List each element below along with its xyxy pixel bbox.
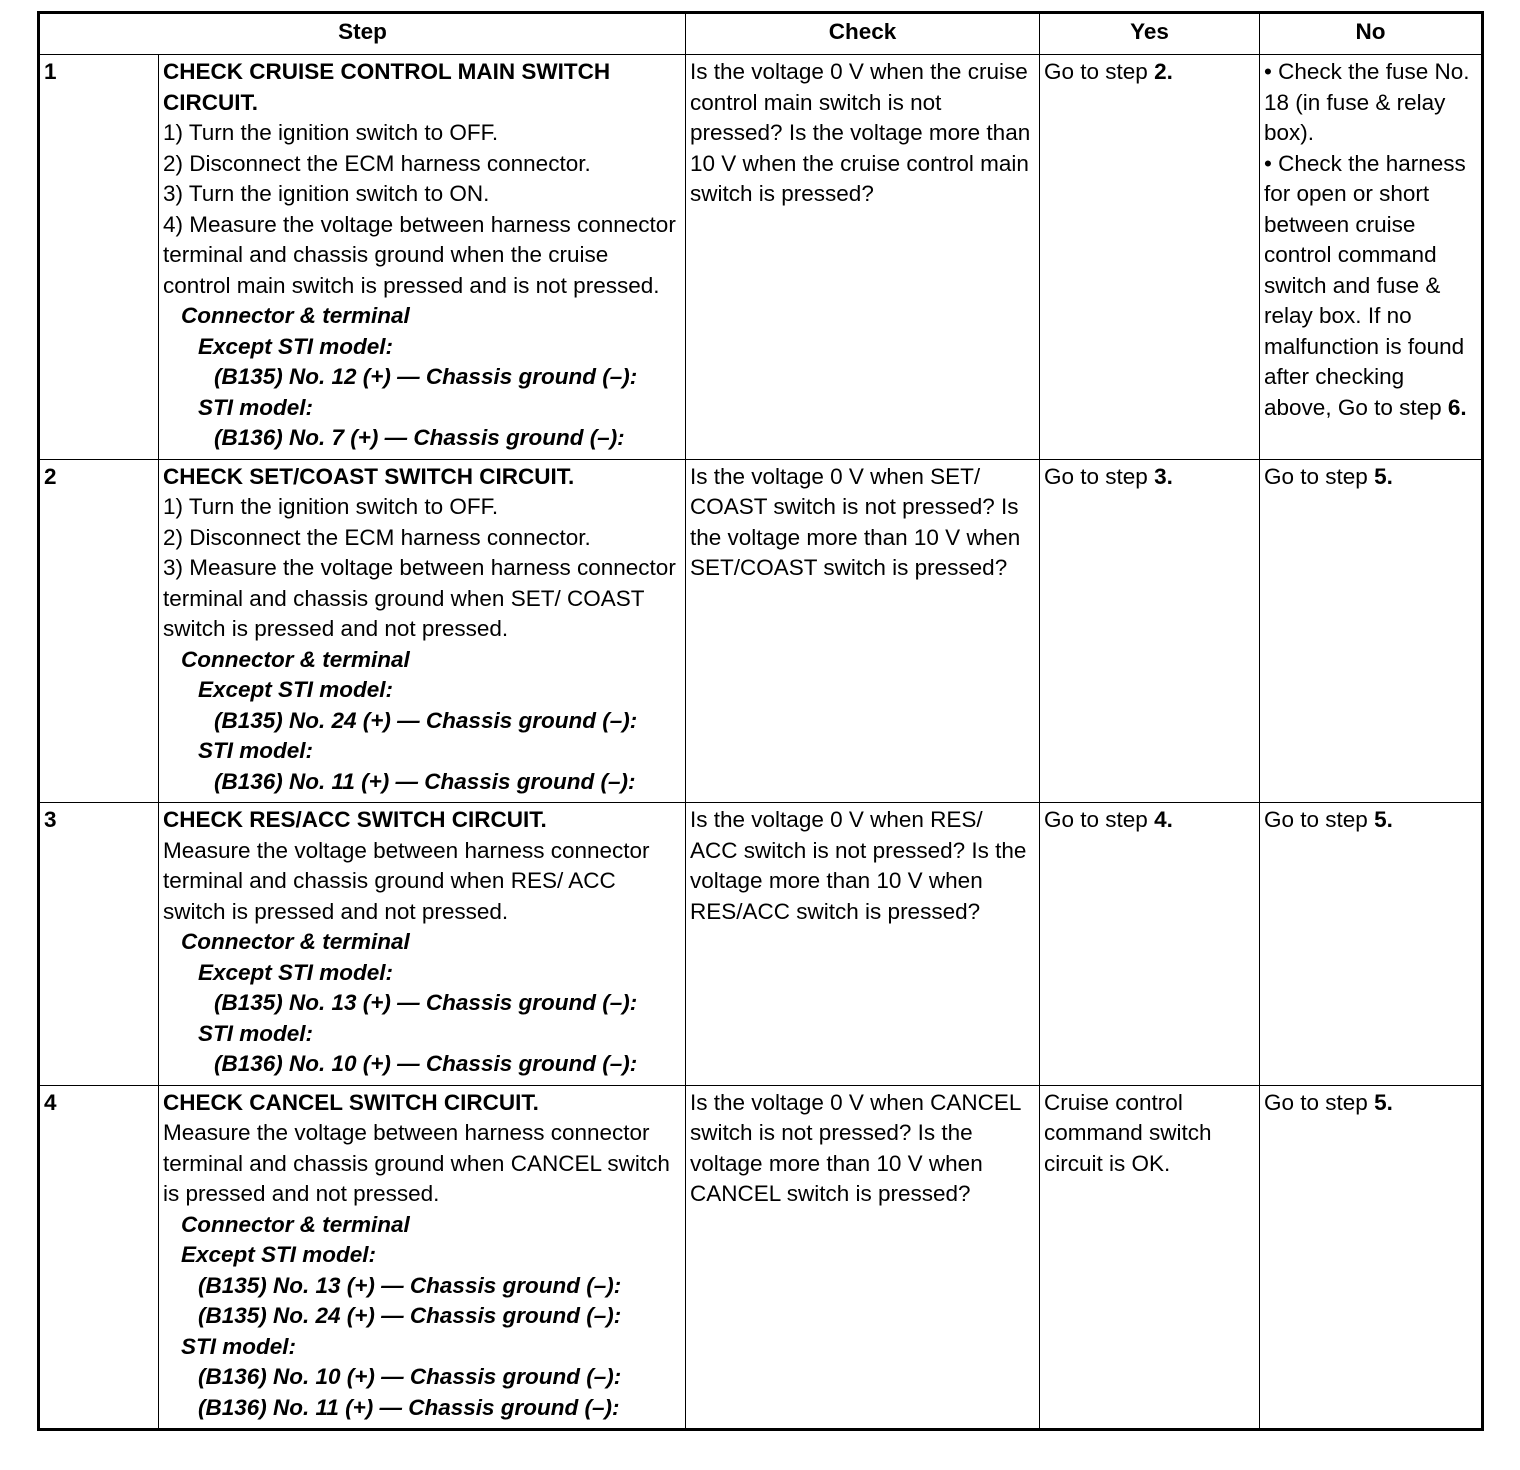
procedure-line: 2) Disconnect the ECM harness connector. [163, 524, 591, 550]
connector-heading: Connector & terminal [181, 929, 410, 954]
step-number: 2 [39, 459, 159, 803]
table-row [39, 55, 1483, 460]
except-sti-label: Except STI model: [198, 959, 394, 985]
procedure-line: 3) Turn the ignition switch to ON. [163, 181, 490, 206]
diagnostic-table [37, 11, 1484, 1431]
check-question: Is the voltage 0 V when SET/ COAST switch is not pressed? Is the voltage more than 10 V when SET/COAST switch is pressed? [686, 459, 1040, 803]
table-row [39, 1085, 1483, 1430]
procedure-line: 1) Turn the ignition switch to OFF. [163, 120, 499, 145]
header-step: Step [39, 13, 686, 55]
terminal-spec: (B135) No. 13 (+) — Chassis ground (–): [214, 990, 638, 1015]
step-procedure [159, 459, 686, 803]
header-no: No [1260, 13, 1483, 55]
table-row [39, 803, 1483, 1086]
terminal-spec: (B136) No. 10 (+) — Chassis ground (–): [198, 1364, 622, 1389]
check-question: Is the voltage 0 V when the cruise control main switch is not pressed? Is the voltage more than 10 V when the cruise control main switch is pressed? [686, 55, 1040, 460]
sti-label: STI model: [198, 1020, 314, 1046]
terminal-spec: (B136) No. 10 (+) — Chassis ground (–): [214, 1051, 638, 1076]
header-row [39, 13, 1483, 55]
except-sti-label: Except STI model: [198, 333, 394, 359]
step-procedure [159, 55, 686, 460]
step-number: 1 [39, 55, 159, 460]
except-sti-label: Except STI model: [198, 677, 394, 702]
terminal-spec: (B136) No. 7 (+) — Chassis ground (–): [214, 425, 625, 450]
header-check: Check [686, 13, 1040, 55]
procedure-line: Measure the voltage between harness connector terminal and chassis ground when CANCEL switch is pressed and not pressed. [163, 1120, 670, 1206]
step-title: CHECK CANCEL SWITCH CIRCUIT. [163, 1089, 539, 1115]
procedure-line: Measure the voltage between harness connector terminal and chassis ground when RES/ ACC switch is pressed and not pressed. [163, 837, 650, 924]
procedure-line: 3) Measure the voltage between harness connector terminal and chassis ground when SET/ COAST switch is pressed and not pressed. [163, 555, 676, 641]
no-bullet: • Check the harness for open or short between cruise control command switch and fuse & relay box. If no malfunction is found after checking above, Go to step 6. [1264, 150, 1467, 420]
no-action: Go to step 5. [1260, 1085, 1483, 1430]
step-number: 3 [39, 803, 159, 1086]
terminal-spec: (B135) No. 13 (+) — Chassis ground (–): [198, 1272, 622, 1298]
no-action: Go to step 5. [1260, 803, 1483, 1086]
sti-label: STI model: [181, 1333, 297, 1359]
procedure-line: 4) Measure the voltage between harness connector terminal and chassis ground when the cruise control main switch is pressed and is not pressed. [163, 211, 676, 298]
procedure-line: 1) Turn the ignition switch to OFF. [163, 494, 499, 519]
sti-label: STI model: [198, 738, 314, 763]
yes-action: Go to step 2. [1040, 55, 1260, 460]
connector-heading: Connector & terminal [181, 303, 410, 328]
table-row [39, 459, 1483, 803]
step-procedure [159, 803, 686, 1086]
no-action [1260, 55, 1483, 460]
procedure-line: 2) Disconnect the ECM harness connector. [163, 150, 591, 176]
no-bullet: • Check the fuse No. 18 (in fuse & relay box). [1264, 59, 1470, 145]
step-procedure [159, 1085, 686, 1430]
check-question: Is the voltage 0 V when CANCEL switch is not pressed? Is the voltage more than 10 V when CANCEL switch is pressed? [686, 1085, 1040, 1430]
terminal-spec: (B135) No. 24 (+) — Chassis ground (–): [198, 1303, 622, 1328]
yes-action: Cruise control command switch circuit is OK. [1040, 1085, 1260, 1430]
terminal-spec: (B135) No. 12 (+) — Chassis ground (–): [214, 364, 638, 389]
connector-heading: Connector & terminal [181, 1211, 410, 1237]
step-title: CHECK CRUISE CONTROL MAIN SWITCH CIRCUIT. [163, 59, 611, 115]
connector-heading: Connector & terminal [181, 646, 410, 672]
step-title: CHECK SET/COAST SWITCH CIRCUIT. [163, 463, 575, 489]
sti-label: STI model: [198, 394, 314, 420]
terminal-spec: (B136) No. 11 (+) — Chassis ground (–): [198, 1394, 620, 1420]
no-action: Go to step 5. [1260, 459, 1483, 803]
yes-action: Go to step 4. [1040, 803, 1260, 1086]
yes-action: Go to step 3. [1040, 459, 1260, 803]
step-number: 4 [39, 1085, 159, 1430]
except-sti-label: Except STI model: [181, 1242, 377, 1267]
step-title: CHECK RES/ACC SWITCH CIRCUIT. [163, 807, 547, 832]
check-question: Is the voltage 0 V when RES/ ACC switch is not pressed? Is the voltage more than 10 V when RES/ACC switch is pressed? [686, 803, 1040, 1086]
header-yes: Yes [1040, 13, 1260, 55]
terminal-spec: (B135) No. 24 (+) — Chassis ground (–): [214, 707, 638, 733]
terminal-spec: (B136) No. 11 (+) — Chassis ground (–): [214, 768, 636, 794]
